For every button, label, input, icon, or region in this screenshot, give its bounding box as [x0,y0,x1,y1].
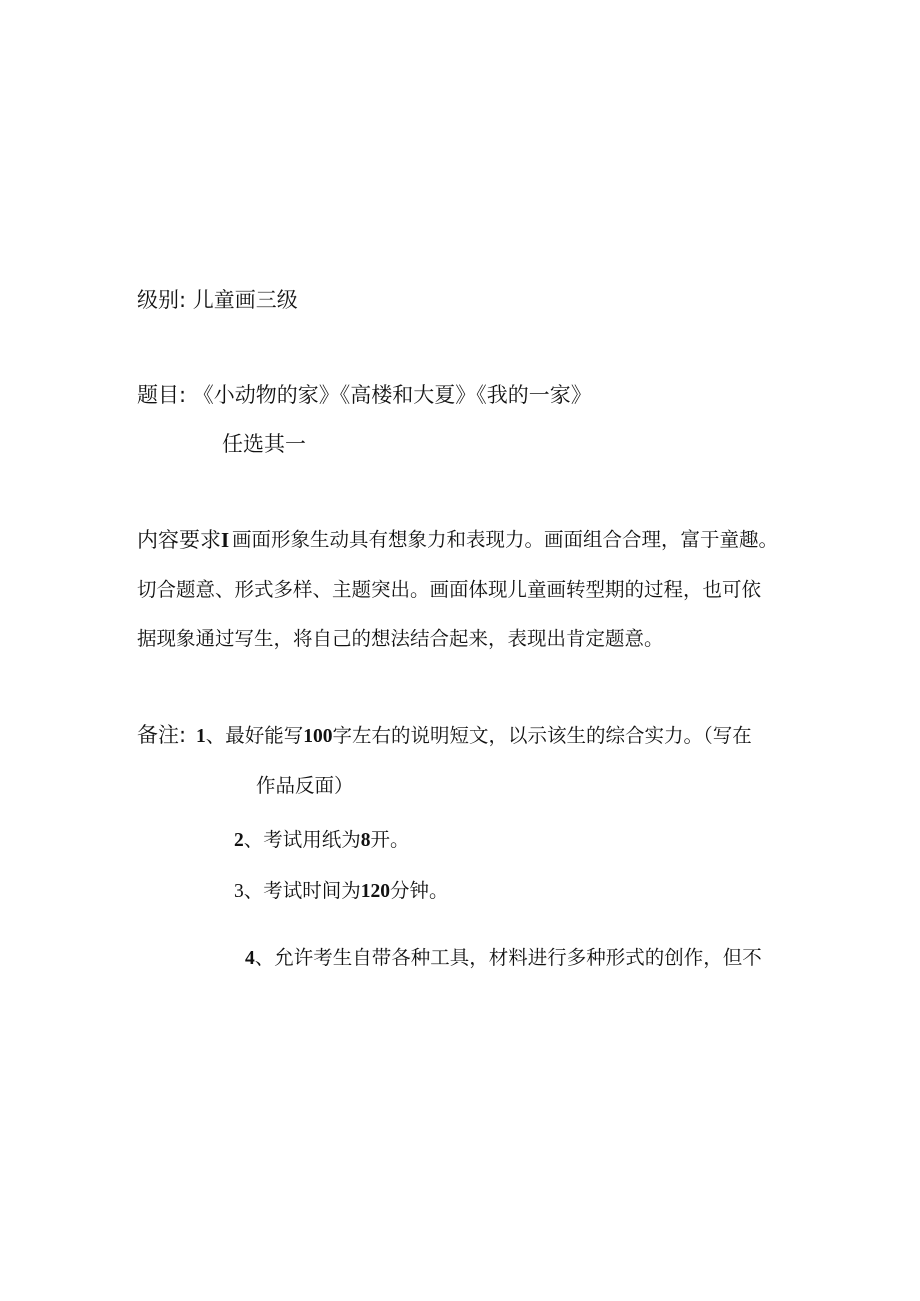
topic-choose-note: 任选其一 [222,432,306,456]
content-requirement-line-2: 切合题意、形式多样、主题突出。画面体现儿童画转型期的过程，也可依 [137,580,762,601]
remark-item-4: 4、允许考生自带各种工具，材料进行多种形式的创作，但不 [245,948,762,969]
content-requirement-label: 内容要求I [137,528,230,552]
content-separator: I [221,528,230,552]
remark-item-1: 1、最好能写100字左右的说明短文，以示该生的综合实力。（写在 [196,726,752,747]
remark-item-3: 3、考试时间为120分钟。 [234,881,449,902]
topic-titles: 《小动物的家》《高楼和大夏》《我的一家》 [192,383,592,407]
content-requirement-line-3: 据现象通过写生，将自己的想法结合起来，表现出肯定题意。 [137,629,664,650]
topic-label: 题目: [137,383,187,407]
remarks-label: 备注: [137,723,187,747]
level-value: 儿童画三级 [192,288,298,312]
remark-item-1-continued: 作品反面） [256,776,354,797]
level-label: 级别: [137,288,187,312]
level-line [137,284,298,314]
remark-item-2: 2、考试用纸为8开。 [234,830,410,851]
topic-line [137,379,592,409]
content-requirement-line-1: 画面形象生动具有想象力和表现力。画面组合合理，富于童趣。 [232,530,779,551]
